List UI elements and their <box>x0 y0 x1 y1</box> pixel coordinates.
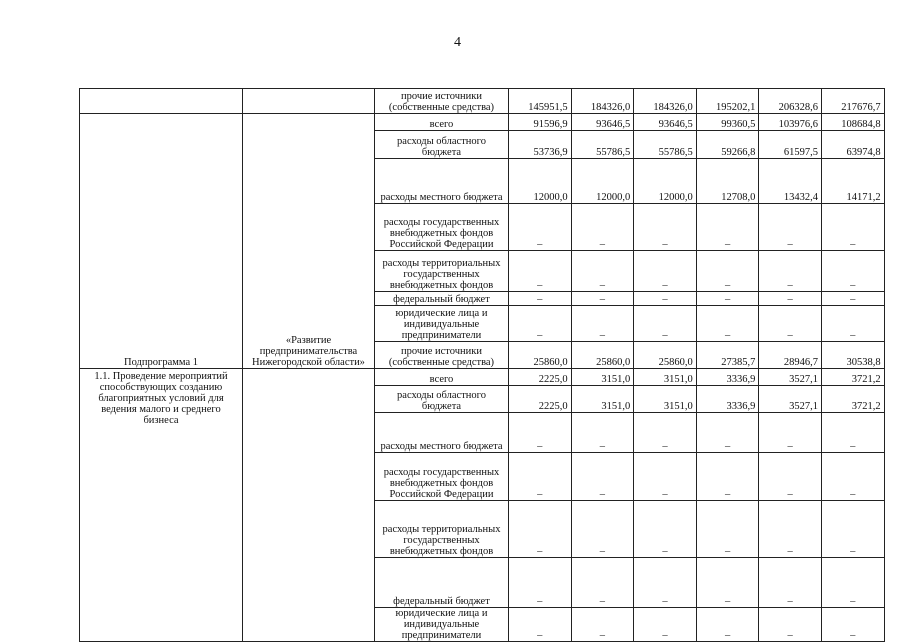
value-cell: 184326,0 <box>634 89 697 114</box>
page-number: 4 <box>454 35 461 50</box>
value-cell: 103976,6 <box>759 114 822 131</box>
table-row <box>80 369 885 386</box>
value-cell: – <box>759 608 822 642</box>
value-cell: 25860,0 <box>509 342 572 369</box>
value-cell: 25860,0 <box>571 342 634 369</box>
value-cell: – <box>509 608 572 642</box>
title-cell <box>243 369 375 642</box>
table-row <box>80 89 885 114</box>
value-cell: 30538,8 <box>821 342 884 369</box>
value-cell: – <box>821 608 884 642</box>
value-cell: – <box>509 251 572 292</box>
funding-source-cell: прочие источники (собственные средства) <box>375 89 509 114</box>
value-cell: – <box>696 413 759 453</box>
value-cell: – <box>696 608 759 642</box>
value-cell: 12000,0 <box>571 159 634 204</box>
value-cell: – <box>571 251 634 292</box>
program-cell: Подпрограмма 1 <box>80 114 243 369</box>
value-cell: – <box>759 453 822 501</box>
value-cell: 27385,7 <box>696 342 759 369</box>
value-cell: 3527,1 <box>759 386 822 413</box>
value-cell: 3151,0 <box>634 386 697 413</box>
funding-source-cell: расходы государственных внебюджетных фондов Российской Федерации <box>375 204 509 251</box>
value-cell: 3151,0 <box>634 369 697 386</box>
value-cell: – <box>759 306 822 342</box>
value-cell: – <box>571 306 634 342</box>
value-cell: 91596,9 <box>509 114 572 131</box>
program-cell <box>80 89 243 114</box>
value-cell: 13432,4 <box>759 159 822 204</box>
budget-table-body <box>80 89 885 642</box>
value-cell: – <box>821 413 884 453</box>
value-cell: – <box>759 501 822 558</box>
value-cell: – <box>821 453 884 501</box>
value-cell: – <box>821 204 884 251</box>
value-cell: – <box>696 292 759 306</box>
value-cell: 14171,2 <box>821 159 884 204</box>
title-cell: «Развитие предпринимательства Нижегородской области» <box>243 114 375 369</box>
value-cell: 99360,5 <box>696 114 759 131</box>
value-cell: – <box>696 453 759 501</box>
program-cell: 1.1. Проведение мероприятий способствующих созданию благоприятных условий для ведения малого и среднего бизнеса <box>80 369 243 642</box>
value-cell: 55786,5 <box>634 131 697 159</box>
value-cell: – <box>571 413 634 453</box>
table-row <box>80 114 885 131</box>
value-cell: – <box>634 501 697 558</box>
value-cell: – <box>696 558 759 608</box>
value-cell: 3151,0 <box>571 369 634 386</box>
value-cell: 93646,5 <box>571 114 634 131</box>
budget-table <box>79 88 885 642</box>
value-cell: 25860,0 <box>634 342 697 369</box>
value-cell: – <box>634 204 697 251</box>
value-cell: – <box>509 501 572 558</box>
value-cell: – <box>571 292 634 306</box>
funding-source-cell: расходы государственных внебюджетных фондов Российской Федерации <box>375 453 509 501</box>
value-cell: – <box>509 292 572 306</box>
value-cell: 195202,1 <box>696 89 759 114</box>
funding-source-cell: расходы территориальных государственных внебюджетных фондов <box>375 501 509 558</box>
value-cell: – <box>759 413 822 453</box>
value-cell: – <box>634 413 697 453</box>
value-cell: – <box>634 306 697 342</box>
value-cell: 184326,0 <box>571 89 634 114</box>
value-cell: – <box>759 204 822 251</box>
value-cell: – <box>821 501 884 558</box>
value-cell: – <box>634 608 697 642</box>
funding-source-cell: расходы территориальных государственных внебюджетных фондов <box>375 251 509 292</box>
value-cell: 61597,5 <box>759 131 822 159</box>
funding-source-cell: всего <box>375 114 509 131</box>
value-cell: – <box>821 292 884 306</box>
value-cell: 63974,8 <box>821 131 884 159</box>
value-cell: – <box>571 501 634 558</box>
value-cell: – <box>509 453 572 501</box>
value-cell: 3721,2 <box>821 386 884 413</box>
value-cell: – <box>571 558 634 608</box>
value-cell: – <box>634 251 697 292</box>
value-cell: – <box>696 306 759 342</box>
value-cell: – <box>696 251 759 292</box>
funding-source-cell: расходы областного бюджета <box>375 131 509 159</box>
value-cell: 145951,5 <box>509 89 572 114</box>
funding-source-cell: федеральный бюджет <box>375 558 509 608</box>
value-cell: 59266,8 <box>696 131 759 159</box>
value-cell: 3336,9 <box>696 386 759 413</box>
value-cell: 217676,7 <box>821 89 884 114</box>
value-cell: 55786,5 <box>571 131 634 159</box>
value-cell: 12000,0 <box>634 159 697 204</box>
value-cell: – <box>759 558 822 608</box>
funding-source-cell: юридические лица и индивидуальные предприниматели <box>375 608 509 642</box>
value-cell: – <box>571 608 634 642</box>
value-cell: – <box>696 204 759 251</box>
value-cell: 3336,9 <box>696 369 759 386</box>
value-cell: 108684,8 <box>821 114 884 131</box>
funding-source-cell: расходы местного бюджета <box>375 159 509 204</box>
value-cell: – <box>759 251 822 292</box>
value-cell: 3527,1 <box>759 369 822 386</box>
value-cell: – <box>634 558 697 608</box>
value-cell: – <box>509 204 572 251</box>
funding-source-cell: всего <box>375 369 509 386</box>
title-cell <box>243 89 375 114</box>
funding-source-cell: юридические лица и индивидуальные предприниматели <box>375 306 509 342</box>
value-cell: – <box>821 306 884 342</box>
funding-source-cell: федеральный бюджет <box>375 292 509 306</box>
value-cell: – <box>509 558 572 608</box>
value-cell: – <box>634 292 697 306</box>
value-cell: 53736,9 <box>509 131 572 159</box>
value-cell: – <box>634 453 697 501</box>
value-cell: – <box>696 501 759 558</box>
value-cell: – <box>759 292 822 306</box>
value-cell: 206328,6 <box>759 89 822 114</box>
value-cell: 3151,0 <box>571 386 634 413</box>
funding-source-cell: расходы областного бюджета <box>375 386 509 413</box>
value-cell: – <box>571 204 634 251</box>
value-cell: 3721,2 <box>821 369 884 386</box>
funding-source-cell: прочие источники (собственные средства) <box>375 342 509 369</box>
value-cell: 2225,0 <box>509 369 572 386</box>
value-cell: – <box>821 558 884 608</box>
value-cell: – <box>571 453 634 501</box>
value-cell: – <box>509 306 572 342</box>
value-cell: – <box>509 413 572 453</box>
value-cell: 28946,7 <box>759 342 822 369</box>
value-cell: 2225,0 <box>509 386 572 413</box>
value-cell: – <box>821 251 884 292</box>
funding-source-cell: расходы местного бюджета <box>375 413 509 453</box>
value-cell: 12000,0 <box>509 159 572 204</box>
value-cell: 12708,0 <box>696 159 759 204</box>
value-cell: 93646,5 <box>634 114 697 131</box>
